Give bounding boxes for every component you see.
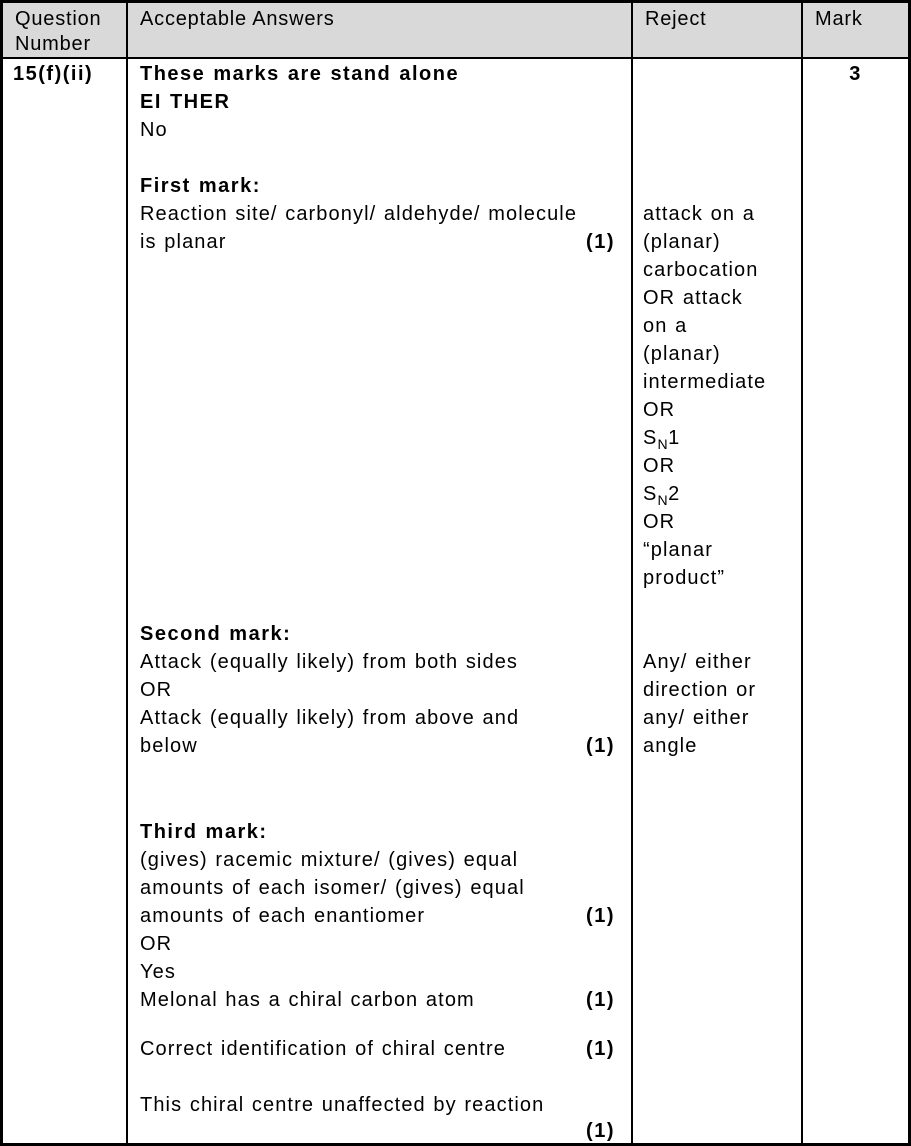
stand-alone-note: These marks are stand alone [140, 63, 460, 85]
header-reject: Reject [633, 3, 803, 57]
reject-line: angle [643, 735, 698, 757]
reject-line: direction or [643, 679, 757, 701]
second-mark-line-with-point [140, 732, 615, 760]
reject-line: (planar) [643, 231, 721, 253]
reject-line: on a [643, 315, 688, 337]
third-mark-text: amounts of each enantiomer [140, 905, 426, 927]
question-number: 15(f)(ii) [13, 63, 94, 85]
reject-line: OR attack [643, 287, 743, 309]
sn1-formula: $S_N1$ [643, 427, 681, 452]
third-mark-line-with-point [140, 902, 615, 930]
reject-block-1 [643, 200, 797, 592]
header-question-number: Question Number [3, 3, 128, 57]
first-mark-heading: First mark: [140, 175, 261, 197]
third-mark-heading: Third mark: [140, 821, 268, 843]
sn1-subscript: N [657, 436, 669, 452]
cell-acceptable-answers [128, 59, 633, 1143]
reject-line: intermediate [643, 371, 767, 393]
third-mark-line: amounts of each isomer/ (gives) equal [140, 877, 525, 899]
mark-point: (1) [586, 905, 615, 927]
reject-line: (planar) [643, 343, 721, 365]
second-mark-text: below [140, 735, 198, 757]
reject-quote-line: “planar [643, 539, 713, 561]
reject-quote-line: product” [643, 567, 726, 589]
answer-yes: Yes [140, 961, 176, 983]
first-mark-block [140, 172, 615, 256]
mark-point: (1) [586, 231, 615, 253]
first-mark-text: is planar [140, 231, 227, 253]
answer-no: No [140, 119, 168, 141]
unaffected-block [140, 1092, 615, 1143]
reject-line: carbocation [643, 259, 759, 281]
or-label: OR [643, 455, 676, 477]
melonal-text: Melonal has a chiral carbon atom [140, 989, 475, 1011]
or-label: OR [140, 679, 173, 701]
second-mark-block [140, 620, 615, 760]
first-mark-line: Reaction site/ carbonyl/ aldehyde/ molecule [140, 203, 578, 225]
header-acceptable-answers: Acceptable Answers [128, 3, 633, 57]
either-label: EI THER [140, 91, 231, 113]
cell-reject [633, 59, 803, 1143]
cell-question-number [3, 59, 128, 1143]
cell-mark [803, 59, 908, 1143]
second-mark-line: Attack (equally likely) from both sides [140, 651, 519, 673]
chiral-centre-block [140, 1035, 615, 1063]
second-mark-line: Attack (equally likely) from above and [140, 707, 520, 729]
melonal-line-with-point [140, 986, 615, 1014]
table-header-row [3, 3, 908, 59]
correct-id-line-with-point [140, 1035, 615, 1063]
table-body-row [3, 59, 908, 1143]
reject-line: Any/ either [643, 651, 752, 673]
reject-line: OR [643, 399, 676, 421]
mark-point: (1) [586, 1038, 615, 1060]
reject-block-2 [643, 648, 797, 760]
mark-point: (1) [586, 989, 615, 1011]
mark-point: (1) [586, 1120, 615, 1142]
correct-id-text: Correct identification of chiral centre [140, 1038, 506, 1060]
unaffected-text: This chiral centre unaffected by reaction [140, 1094, 545, 1116]
sn2-subscript: N [657, 492, 669, 508]
mark-total: 3 [849, 63, 862, 85]
second-mark-heading: Second mark: [140, 623, 292, 645]
or-label: OR [643, 511, 676, 533]
intro-block [140, 60, 615, 144]
third-mark-block [140, 818, 615, 1014]
reject-line: attack on a [643, 203, 755, 225]
first-mark-line-with-point [140, 228, 615, 256]
third-mark-line: (gives) racemic mixture/ (gives) equal [140, 849, 519, 871]
mark-point: (1) [586, 735, 615, 757]
or-label: OR [140, 933, 173, 955]
sn2-formula: $S_N2$ [643, 483, 681, 508]
header-mark: Mark [815, 8, 863, 30]
reject-line: any/ either [643, 707, 750, 729]
